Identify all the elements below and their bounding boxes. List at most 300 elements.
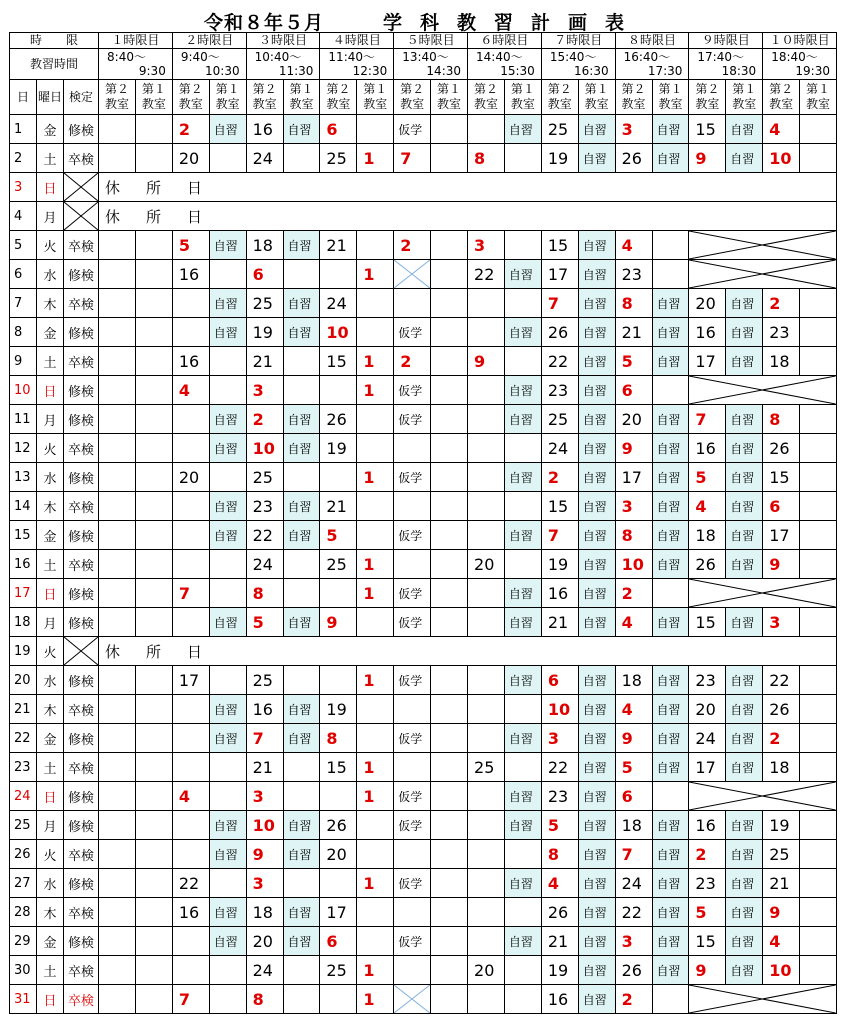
room2-label: 第２ xyxy=(769,82,794,96)
room1-cell xyxy=(209,985,246,1014)
room2-cell: 仮学 xyxy=(394,869,431,898)
room1-cell xyxy=(800,724,837,753)
room1-cell: 1 xyxy=(357,376,394,405)
table-row xyxy=(10,898,837,927)
room1-cell: 自習 xyxy=(578,985,615,1014)
room1-cell: 自習 xyxy=(209,521,246,550)
title-date: 令和８年５月 xyxy=(204,12,325,34)
room1-cell: 自習 xyxy=(504,782,541,811)
room2-cell: 8 xyxy=(615,289,652,318)
room2-cell xyxy=(468,608,505,637)
room2-cell xyxy=(468,985,505,1014)
row-kentei: 卒検 xyxy=(64,753,99,782)
room1-label: 第１ xyxy=(289,82,314,96)
room2-cell: 7 xyxy=(541,289,578,318)
room2-cell xyxy=(394,840,431,869)
room1-cell xyxy=(431,840,468,869)
room2-cell xyxy=(468,840,505,869)
room1-cell: 自習 xyxy=(652,811,689,840)
closed-cross-icon xyxy=(689,985,837,1014)
row-weekday: 金 xyxy=(37,115,64,144)
room2-label-2: 教室 xyxy=(695,97,720,111)
room2-cell: 15 xyxy=(689,115,726,144)
room2-cell xyxy=(468,579,505,608)
table-row xyxy=(10,376,837,405)
room1-cell: 自習 xyxy=(652,434,689,463)
closed-cross-icon xyxy=(689,782,837,811)
room2-cell xyxy=(468,898,505,927)
room1-cell xyxy=(504,434,541,463)
room1-header xyxy=(431,80,468,115)
room1-cell xyxy=(135,869,172,898)
room1-cell: 自習 xyxy=(652,898,689,927)
room1-cell: 自習 xyxy=(578,695,615,724)
table-row xyxy=(10,869,837,898)
room1-cell xyxy=(504,550,541,579)
room2-label-2: 教室 xyxy=(473,97,498,111)
row-day: 18 xyxy=(10,608,37,637)
room2-cell: 9 xyxy=(468,347,505,376)
room1-cell: 1 xyxy=(357,550,394,579)
holiday-label xyxy=(99,202,837,231)
room1-cell xyxy=(135,724,172,753)
room1-cell: 自習 xyxy=(209,115,246,144)
room2-cell: 2 xyxy=(541,463,578,492)
room2-cell: 26 xyxy=(763,695,800,724)
room1-cell: 自習 xyxy=(283,405,320,434)
table-row xyxy=(10,579,837,608)
room1-cell: 自習 xyxy=(209,492,246,521)
period-time-start: 14:40～ xyxy=(476,50,523,64)
table-row xyxy=(10,231,837,260)
closed-cross-icon xyxy=(689,260,837,289)
room1-cell: 自習 xyxy=(209,434,246,463)
room2-cell: 21 xyxy=(246,347,283,376)
room2-cell xyxy=(172,492,209,521)
room2-cell: 25 xyxy=(541,115,578,144)
room2-cell: 3 xyxy=(246,376,283,405)
row-weekday: 土 xyxy=(37,347,64,376)
table-row xyxy=(10,724,837,753)
room2-cell: 18 xyxy=(615,811,652,840)
room1-cell: 自習 xyxy=(504,463,541,492)
room1-header xyxy=(283,80,320,115)
room1-cell: 自習 xyxy=(283,608,320,637)
room1-cell: 自習 xyxy=(726,608,763,637)
row-kentei: 卒検 xyxy=(64,347,99,376)
row-kentei: 修検 xyxy=(64,579,99,608)
room1-cell: 自習 xyxy=(578,231,615,260)
period-time xyxy=(541,49,615,80)
room2-cell: 24 xyxy=(246,956,283,985)
period-time-start: 15:40～ xyxy=(549,50,597,64)
room2-cell: 18 xyxy=(763,347,800,376)
room1-cell: 自習 xyxy=(652,695,689,724)
row-weekday: 水 xyxy=(37,260,64,289)
room1-cell xyxy=(504,231,541,260)
room1-cell xyxy=(357,898,394,927)
room1-cell: 自習 xyxy=(726,115,763,144)
room2-cell xyxy=(172,289,209,318)
room2-cell: 4 xyxy=(615,695,652,724)
room2-cell: 25 xyxy=(320,956,357,985)
room2-cell: 16 xyxy=(541,985,578,1014)
room2-cell: 9 xyxy=(763,898,800,927)
period-name: ３時限目 xyxy=(246,33,320,49)
room2-cell: 2 xyxy=(763,724,800,753)
room1-cell xyxy=(135,144,172,173)
room2-cell xyxy=(320,260,357,289)
room2-cell: 17 xyxy=(689,753,726,782)
row-weekday: 木 xyxy=(37,289,64,318)
room1-cell xyxy=(357,927,394,956)
room2-cell xyxy=(172,608,209,637)
holiday-label xyxy=(99,173,837,202)
room1-cell xyxy=(800,608,837,637)
room2-cell: 6 xyxy=(246,260,283,289)
room2-cell: 26 xyxy=(320,405,357,434)
room2-cell: 2 xyxy=(689,840,726,869)
room2-cell: 仮学 xyxy=(394,811,431,840)
room1-cell: 自習 xyxy=(652,521,689,550)
period-time-start: 16:40～ xyxy=(623,50,671,64)
room2-cell: 仮学 xyxy=(394,115,431,144)
room1-cell xyxy=(800,869,837,898)
room1-cell xyxy=(135,985,172,1014)
room1-cell xyxy=(431,115,468,144)
room1-cell xyxy=(431,869,468,898)
room2-cell: 25 xyxy=(246,289,283,318)
room1-cell: 自習 xyxy=(726,492,763,521)
room1-cell: 自習 xyxy=(578,260,615,289)
period-time-start: 8:40～ xyxy=(107,50,146,64)
room1-cell xyxy=(135,347,172,376)
holiday-label xyxy=(99,637,837,666)
room1-cell: 自習 xyxy=(578,869,615,898)
room1-cell xyxy=(357,811,394,840)
table-row xyxy=(10,405,837,434)
room2-cell: 24 xyxy=(320,289,357,318)
room2-cell: 5 xyxy=(320,521,357,550)
room2-cell: 仮学 xyxy=(394,608,431,637)
row-day: 12 xyxy=(10,434,37,463)
room2-cell: 16 xyxy=(172,347,209,376)
room1-cell xyxy=(431,608,468,637)
room2-cell: 4 xyxy=(615,231,652,260)
room2-cell: 5 xyxy=(615,753,652,782)
room2-cell: 20 xyxy=(468,956,505,985)
room2-cell: 9 xyxy=(320,608,357,637)
row-weekday: 木 xyxy=(37,492,64,521)
room1-cell: 自習 xyxy=(726,869,763,898)
room1-cell: 自習 xyxy=(726,927,763,956)
table-row xyxy=(10,550,837,579)
room2-cell xyxy=(468,289,505,318)
room1-cell: 1 xyxy=(357,144,394,173)
room1-header xyxy=(726,80,763,115)
room1-cell: 自習 xyxy=(726,144,763,173)
room1-cell xyxy=(209,347,246,376)
room2-cell xyxy=(99,550,136,579)
room1-cell xyxy=(357,840,394,869)
room2-cell: 仮学 xyxy=(394,666,431,695)
room1-header xyxy=(504,80,541,115)
room2-cell xyxy=(99,376,136,405)
room1-label-2: 教室 xyxy=(363,97,388,111)
room2-cell xyxy=(99,666,136,695)
room1-cell: 自習 xyxy=(652,753,689,782)
room2-cell: 23 xyxy=(689,666,726,695)
row-weekday: 土 xyxy=(37,753,64,782)
room1-cell: 自習 xyxy=(283,840,320,869)
room2-cell: 21 xyxy=(320,492,357,521)
room1-cell xyxy=(800,115,837,144)
period-time xyxy=(468,49,542,80)
room2-cell xyxy=(394,289,431,318)
room2-cell xyxy=(468,695,505,724)
room2-cell: 10 xyxy=(615,550,652,579)
room2-cell: 5 xyxy=(172,231,209,260)
room2-cell: 23 xyxy=(246,492,283,521)
room1-cell xyxy=(431,463,468,492)
room2-cell: 9 xyxy=(689,144,726,173)
row-day: 26 xyxy=(10,840,37,869)
row-kentei: 修検 xyxy=(64,782,99,811)
room2-cell: 16 xyxy=(246,695,283,724)
room1-cell xyxy=(283,579,320,608)
room2-cell: 4 xyxy=(763,927,800,956)
room1-cell xyxy=(431,695,468,724)
room2-cell: 22 xyxy=(615,898,652,927)
room1-cell xyxy=(431,927,468,956)
period-time-end: 18:30 xyxy=(721,64,757,78)
room2-cell: 8 xyxy=(541,840,578,869)
room2-cell: 6 xyxy=(320,115,357,144)
room1-cell xyxy=(135,666,172,695)
room1-cell: 自習 xyxy=(578,405,615,434)
room2-cell: 15 xyxy=(689,927,726,956)
row-kentei: 卒検 xyxy=(64,840,99,869)
room2-cell xyxy=(468,811,505,840)
row-weekday: 水 xyxy=(37,666,64,695)
room2-cell: 6 xyxy=(763,492,800,521)
room1-cell: 自習 xyxy=(726,724,763,753)
row-kentei: 修検 xyxy=(64,318,99,347)
room1-cell: 1 xyxy=(357,782,394,811)
room1-cell xyxy=(652,782,689,811)
room2-cell xyxy=(99,695,136,724)
room1-cell xyxy=(135,521,172,550)
room1-cell xyxy=(431,811,468,840)
header-youbi: 曜日 xyxy=(37,80,64,115)
room2-cell: 仮学 xyxy=(394,927,431,956)
room2-cell: 6 xyxy=(541,666,578,695)
row-weekday: 火 xyxy=(37,434,64,463)
row-day: 1 xyxy=(10,115,37,144)
room1-cell xyxy=(135,840,172,869)
room2-cell xyxy=(172,550,209,579)
room2-label-2: 教室 xyxy=(326,97,351,111)
room1-cell xyxy=(431,579,468,608)
row-weekday: 金 xyxy=(37,521,64,550)
room2-cell: 10 xyxy=(320,318,357,347)
room2-header xyxy=(615,80,652,115)
table-row xyxy=(10,840,837,869)
room2-cell: 4 xyxy=(763,115,800,144)
room1-header xyxy=(135,80,172,115)
room1-cell xyxy=(800,521,837,550)
room1-cell: 1 xyxy=(357,347,394,376)
room1-cell: 自習 xyxy=(652,956,689,985)
room2-cell: 16 xyxy=(541,579,578,608)
row-day: 11 xyxy=(10,405,37,434)
room2-cell xyxy=(468,724,505,753)
header-day: 日 xyxy=(10,80,37,115)
room1-cell xyxy=(800,434,837,463)
room1-cell: 自習 xyxy=(283,289,320,318)
room1-cell xyxy=(283,869,320,898)
room2-cell: 9 xyxy=(615,724,652,753)
room2-cell: 4 xyxy=(172,376,209,405)
room2-cell xyxy=(172,695,209,724)
table-row xyxy=(10,492,837,521)
room1-cell: 1 xyxy=(357,666,394,695)
period-time-end: 9:30 xyxy=(138,64,166,78)
room1-cell: 自習 xyxy=(283,115,320,144)
room1-cell xyxy=(431,405,468,434)
room1-cell xyxy=(800,753,837,782)
row-kentei: 卒検 xyxy=(64,956,99,985)
room1-header xyxy=(357,80,394,115)
room1-cell: 自習 xyxy=(209,811,246,840)
room1-cell: 自習 xyxy=(578,144,615,173)
room2-cell xyxy=(99,521,136,550)
room1-cell xyxy=(135,579,172,608)
room2-cell: 16 xyxy=(172,898,209,927)
period-time-end: 17:30 xyxy=(647,64,683,78)
room2-cell: 26 xyxy=(541,318,578,347)
table-row xyxy=(10,637,837,666)
table-row xyxy=(10,115,837,144)
room1-label: 第１ xyxy=(510,82,535,96)
table-row xyxy=(10,666,837,695)
room1-cell xyxy=(431,318,468,347)
room2-label-2: 教室 xyxy=(621,97,646,111)
row-weekday: 土 xyxy=(37,550,64,579)
room1-cell xyxy=(652,376,689,405)
room2-cell: 26 xyxy=(615,956,652,985)
room1-cell xyxy=(357,724,394,753)
room1-cell xyxy=(504,753,541,782)
room1-cell: 自習 xyxy=(726,898,763,927)
room1-label: 第１ xyxy=(215,82,240,96)
row-kentei: 修検 xyxy=(64,724,99,753)
room2-cell: 22 xyxy=(172,869,209,898)
row-day: 29 xyxy=(10,927,37,956)
room1-cell xyxy=(135,550,172,579)
room2-header xyxy=(246,80,283,115)
table-row xyxy=(10,985,837,1014)
room2-cell: 19 xyxy=(246,318,283,347)
room1-cell: 自習 xyxy=(652,318,689,347)
room2-cell xyxy=(99,579,136,608)
room1-cell xyxy=(357,695,394,724)
room2-cell: 23 xyxy=(763,318,800,347)
room2-cell: 23 xyxy=(689,869,726,898)
row-weekday: 火 xyxy=(37,840,64,869)
room1-cell xyxy=(283,753,320,782)
room1-cell xyxy=(283,666,320,695)
room1-label-2: 教室 xyxy=(732,97,757,111)
room2-label: 第２ xyxy=(178,82,203,96)
room1-cell: 自習 xyxy=(578,666,615,695)
period-time xyxy=(246,49,320,80)
room2-label: 第２ xyxy=(400,82,425,96)
room1-cell xyxy=(431,144,468,173)
row-weekday: 日 xyxy=(37,782,64,811)
room1-label-2: 教室 xyxy=(658,97,683,111)
room2-cell: 17 xyxy=(689,347,726,376)
table-row xyxy=(10,521,837,550)
room1-cell xyxy=(431,724,468,753)
room1-cell: 自習 xyxy=(283,695,320,724)
room1-cell xyxy=(209,144,246,173)
room1-cell xyxy=(800,405,837,434)
room1-cell: 1 xyxy=(357,869,394,898)
room1-label: 第１ xyxy=(437,82,462,96)
row-day: 21 xyxy=(10,695,37,724)
room2-cell: 10 xyxy=(246,434,283,463)
room2-cell: 8 xyxy=(246,579,283,608)
room2-cell: 8 xyxy=(246,985,283,1014)
room1-cell xyxy=(283,260,320,289)
closed-cross-icon xyxy=(689,231,837,260)
room2-cell: 24 xyxy=(615,869,652,898)
row-day: 17 xyxy=(10,579,37,608)
room2-cell: 15 xyxy=(689,608,726,637)
room2-cell: 15 xyxy=(320,347,357,376)
room2-label-2: 教室 xyxy=(400,97,425,111)
title-row xyxy=(0,0,847,32)
room1-cell xyxy=(431,231,468,260)
table-row xyxy=(10,927,837,956)
room1-cell: 自習 xyxy=(578,898,615,927)
room2-cell: 7 xyxy=(689,405,726,434)
room1-cell: 自習 xyxy=(209,608,246,637)
row-kentei: 修検 xyxy=(64,521,99,550)
room1-cell xyxy=(283,956,320,985)
room1-cell xyxy=(431,521,468,550)
room2-cell: 4 xyxy=(615,608,652,637)
room2-cell: 7 xyxy=(541,521,578,550)
room1-cell: 自習 xyxy=(726,521,763,550)
row-day: 14 xyxy=(10,492,37,521)
room1-cell: 自習 xyxy=(578,927,615,956)
room1-cell xyxy=(800,695,837,724)
room2-header xyxy=(394,80,431,115)
period-time xyxy=(615,49,689,80)
room1-cell xyxy=(800,289,837,318)
room1-cell xyxy=(800,666,837,695)
room2-cell: 9 xyxy=(615,434,652,463)
room2-cell: 3 xyxy=(615,115,652,144)
period-time xyxy=(99,49,173,80)
room2-cell xyxy=(99,463,136,492)
room1-cell xyxy=(357,608,394,637)
room2-cell xyxy=(172,434,209,463)
room1-cell xyxy=(283,347,320,376)
period-name: ８時限目 xyxy=(615,33,689,49)
